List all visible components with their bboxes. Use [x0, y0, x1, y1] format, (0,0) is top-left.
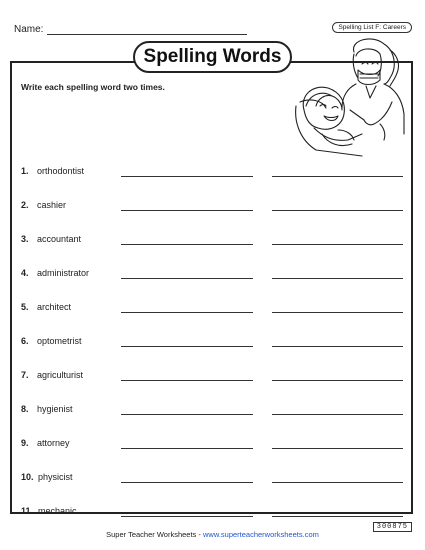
word-row	[21, 330, 406, 350]
first-writing-line[interactable]	[121, 312, 253, 313]
word-row	[21, 466, 406, 486]
spelling-word: administrator	[37, 268, 90, 278]
first-writing-line[interactable]	[121, 448, 253, 449]
spelling-word: optometrist	[37, 336, 82, 346]
spelling-word: physicist	[38, 472, 73, 482]
worksheet-code: 300875	[373, 522, 412, 532]
spelling-word: cashier	[37, 200, 67, 210]
first-writing-line[interactable]	[121, 380, 253, 381]
dentist-patient-illustration-icon	[292, 36, 410, 158]
spelling-word: architect	[37, 302, 72, 312]
first-writing-line[interactable]	[121, 482, 253, 483]
word-row	[21, 262, 406, 282]
second-writing-line[interactable]	[272, 312, 403, 313]
word-row	[21, 398, 406, 418]
word-number: 9.	[21, 438, 29, 448]
word-number: 11.	[21, 506, 34, 516]
spelling-word: attorney	[37, 438, 70, 448]
footer-url-link[interactable]: www.superteacherworksheets.com	[202, 530, 319, 539]
instruction-text: Write each spelling word two times.	[21, 82, 165, 92]
first-writing-line[interactable]	[121, 176, 253, 177]
spelling-word: accountant	[37, 234, 82, 244]
second-writing-line[interactable]	[272, 278, 403, 279]
footer	[0, 530, 425, 539]
spelling-word: mechanic	[38, 506, 77, 516]
word-number: 7.	[21, 370, 29, 380]
word-number: 5.	[21, 302, 29, 312]
word-row	[21, 500, 406, 520]
first-writing-line[interactable]	[121, 414, 253, 415]
word-number: 10.	[21, 472, 34, 482]
second-writing-line[interactable]	[272, 380, 403, 381]
word-row	[21, 432, 406, 452]
second-writing-line[interactable]	[272, 414, 403, 415]
name-row	[14, 24, 247, 35]
first-writing-line[interactable]	[121, 516, 253, 517]
first-writing-line[interactable]	[121, 210, 253, 211]
word-row	[21, 228, 406, 248]
word-row	[21, 194, 406, 214]
spelling-word: orthodontist	[37, 166, 85, 176]
name-input-line[interactable]	[47, 24, 247, 35]
word-number: 3.	[21, 234, 29, 244]
word-number: 2.	[21, 200, 29, 210]
second-writing-line[interactable]	[272, 244, 403, 245]
second-writing-line[interactable]	[272, 448, 403, 449]
word-row	[21, 296, 406, 316]
first-writing-line[interactable]	[121, 346, 253, 347]
second-writing-line[interactable]	[272, 482, 403, 483]
word-number: 8.	[21, 404, 29, 414]
first-writing-line[interactable]	[121, 244, 253, 245]
second-writing-line[interactable]	[272, 210, 403, 211]
word-number: 1.	[21, 166, 29, 176]
second-writing-line[interactable]	[272, 176, 403, 177]
word-number: 4.	[21, 268, 29, 278]
first-writing-line[interactable]	[121, 278, 253, 279]
footer-separator: -	[196, 530, 203, 539]
spelling-word: hygienist	[37, 404, 73, 414]
word-row	[21, 364, 406, 384]
list-badge: Spelling List F: Careers	[332, 22, 412, 33]
name-label: Name:	[14, 24, 44, 35]
spelling-word: agriculturist	[37, 370, 84, 380]
word-row	[21, 160, 406, 180]
word-number: 6.	[21, 336, 29, 346]
page-title: Spelling Words	[133, 41, 292, 73]
footer-brand: Super Teacher Worksheets	[106, 530, 197, 539]
second-writing-line[interactable]	[272, 346, 403, 347]
second-writing-line[interactable]	[272, 516, 403, 517]
